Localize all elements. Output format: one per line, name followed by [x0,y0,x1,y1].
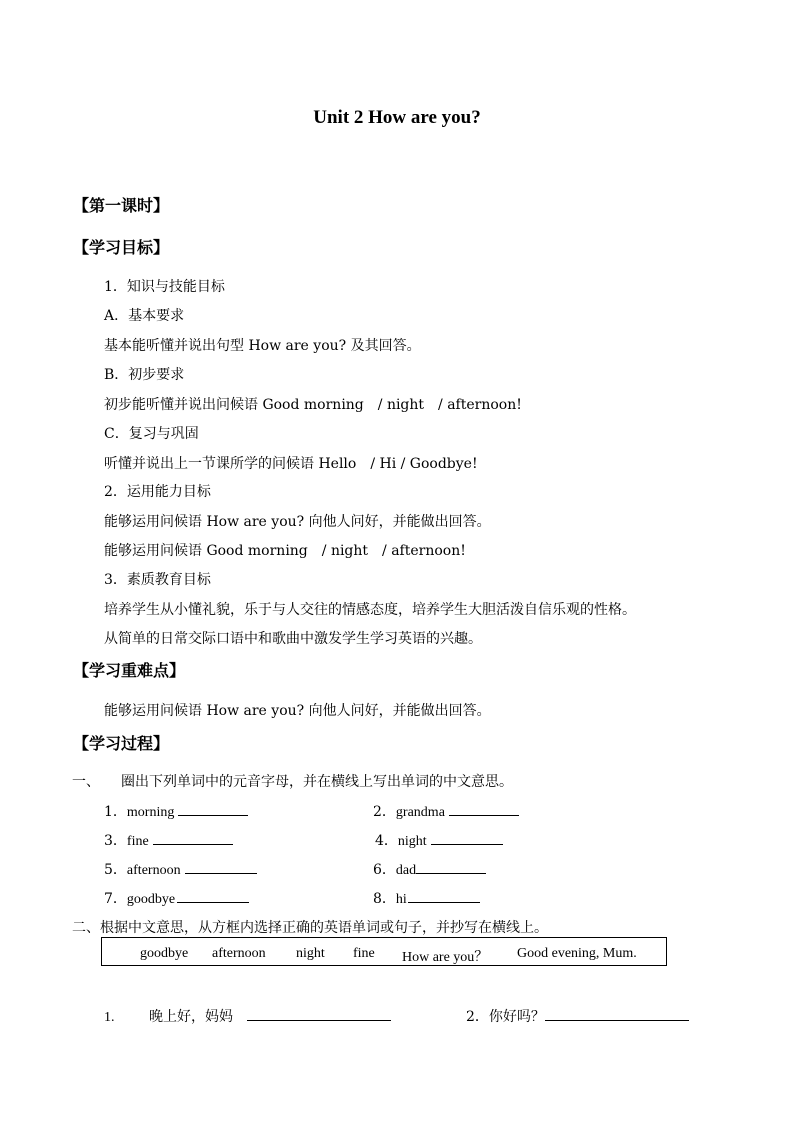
goal-1-heading: 1．知识与技能目标 [104,279,225,295]
exercise-word: goodbye [126,892,176,907]
goal-3-line-1: 培养学生从小懂礼貌，乐于与人交往的情感态度，培养学生大胆活泼自信乐观的性格。 [104,602,636,618]
answer-blank[interactable] [431,830,503,845]
goal-b-text: 初步能听懂并说出问候语 Good morning / night / afternoon! [104,397,522,413]
goal-c-text: 听懂并说出上一节课所学的问候语 Hello / Hi / Goodbye! [104,456,478,472]
goal-a-heading: A．基本要求 [104,308,185,324]
exercise-word: grandma [395,805,445,820]
word-bank-item: night [296,946,325,961]
section-goals: 【学习目标】 [73,238,170,257]
goal-b-heading: B．初步要求 [104,367,185,383]
exercise-word: hi [395,892,407,907]
exercise-2-question: 1. 晚上好，妈妈 [104,1006,391,1026]
answer-blank[interactable] [247,1006,391,1021]
answer-blank[interactable] [177,888,249,903]
exercise-1-item: 4．night [375,830,503,850]
goal-c-heading: C．复习与巩固 [104,426,199,442]
exercise-word: fine [126,834,149,849]
goal-2-heading: 2．运用能力目标 [104,484,211,500]
exercise-word: night [397,834,427,849]
answer-blank[interactable] [178,801,248,816]
answer-blank[interactable] [449,801,519,816]
word-bank-box [101,937,667,966]
exercise-1-item: 2．grandma [373,801,519,821]
goal-a-text: 基本能听懂并说出句型 How are you? 及其回答。 [104,338,421,354]
answer-blank[interactable] [185,859,257,874]
word-bank-item: goodbye [140,946,189,961]
page-title: Unit 2 How are you? [313,107,481,128]
exercise-word: dad [395,863,417,878]
exercise-word: afternoon [126,863,181,878]
exercise-word: morning [126,805,175,820]
answer-blank[interactable] [408,888,480,903]
goal-3-heading: 3．素质教育目标 [104,572,211,588]
answer-blank[interactable] [416,859,486,874]
exercise-1-item: 7．goodbye [104,888,249,908]
section-key-points: 【学习重难点】 [73,661,186,680]
key-points-text: 能够运用问候语 How are you? 向他人问好，并能做出回答。 [104,703,491,719]
exercise-1-item: 1．morning [104,801,248,821]
exercise-1-item: 8．hi [373,888,480,908]
exercise-1-item: 6．dad [373,859,486,879]
answer-blank[interactable] [545,1006,689,1021]
word-bank-item: How are you？ [402,950,489,965]
goal-2-line-1: 能够运用问候语 How are you? 向他人问好，并能做出回答。 [104,514,491,530]
answer-blank[interactable] [153,830,233,845]
word-bank-item: fine [353,946,375,961]
exercise-1-heading: 一、 圈出下列单词中的元音字母，并在横线上写出单词的中文意思。 [72,774,513,790]
exercise-2-question: 2．你好吗？ [466,1006,689,1026]
section-process: 【学习过程】 [73,734,170,753]
word-bank-item: afternoon [212,946,266,961]
exercise-2-heading: 二、根据中文意思，从方框内选择正确的英语单词或句子，并抄写在横线上。 [72,920,548,936]
exercise-1-item: 5．afternoon [104,859,257,879]
word-bank-item: Good evening, Mum. [517,946,637,961]
goal-3-line-2: 从简单的日常交际口语中和歌曲中激发学生学习英语的兴趣。 [104,631,482,647]
goal-2-line-2: 能够运用问候语 Good morning / night / afternoon! [104,543,466,559]
exercise-1-item: 3．fine [104,830,233,850]
section-lesson: 【第一课时】 [73,196,170,215]
